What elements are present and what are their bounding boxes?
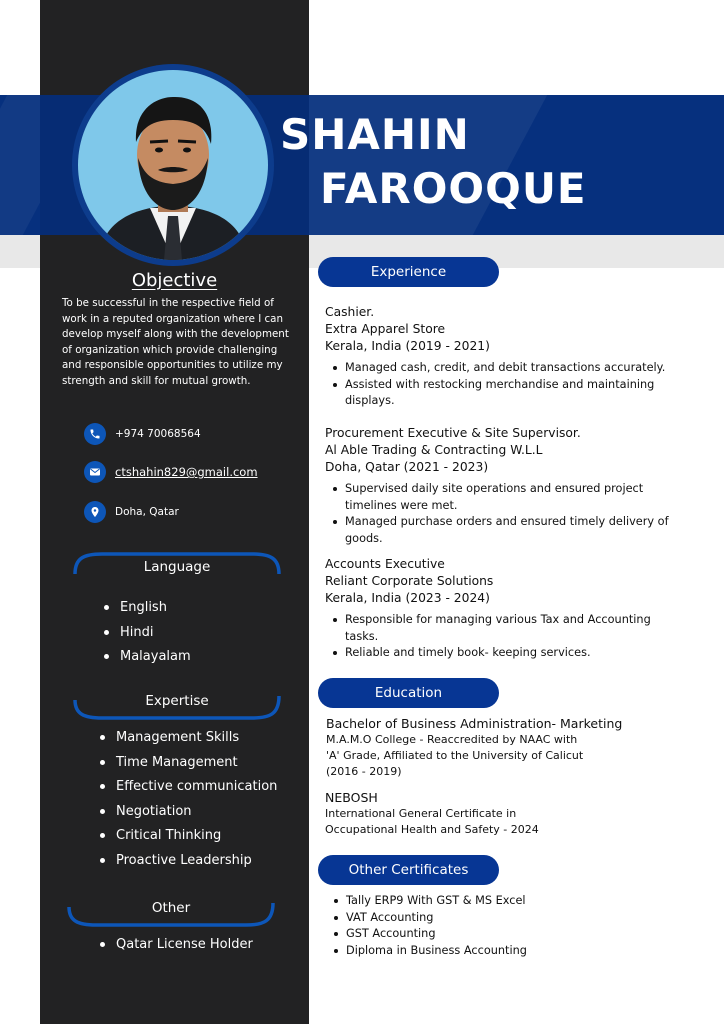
list-item: GST Accounting xyxy=(326,926,656,943)
phone-icon xyxy=(84,423,106,445)
expertise-list xyxy=(100,728,277,875)
location-text: Doha, Qatar xyxy=(115,506,179,518)
nebosh-line: International General Certificate in xyxy=(325,807,517,820)
education-entry xyxy=(326,715,656,780)
list-item: Managed cash, credit, and debit transactions accurately. xyxy=(325,360,685,377)
job-role: Cashier. xyxy=(325,305,375,319)
list-item: VAT Accounting xyxy=(326,910,656,927)
list-item: Reliable and timely book- keeping services. xyxy=(325,645,685,662)
job-entry xyxy=(325,556,685,662)
list-item: Diploma in Business Accounting xyxy=(326,943,656,960)
list-item: Tally ERP9 With GST & MS Excel xyxy=(326,893,656,910)
nebosh-entry xyxy=(325,789,655,838)
job-place: Kerala, India (2023 - 2024) xyxy=(325,591,490,605)
language-heading: Language xyxy=(72,552,282,586)
contact-phone xyxy=(84,422,304,446)
education-heading: Education xyxy=(318,678,499,708)
job-company: Al Able Trading & Contracting W.L.L xyxy=(325,443,543,457)
nebosh-line: Occupational Health and Safety - 2024 xyxy=(325,823,539,836)
list-item: Hindi xyxy=(104,623,191,648)
objective-text: To be successful in the respective field of work in a reputed organization where I can develop myself along with the development of organization which provide challenging and responsible opportunities to utilize my strength and skill for mutual growth. xyxy=(62,297,289,387)
last-name: FAROOQUE xyxy=(320,164,587,213)
certificates-list xyxy=(326,893,656,959)
profile-photo-frame xyxy=(72,64,274,266)
list-item: Time Management xyxy=(100,753,277,778)
list-item: Assisted with restocking merchandise and maintaining displays. xyxy=(325,377,685,410)
email-icon xyxy=(84,461,106,483)
expertise-heading: Expertise xyxy=(72,686,282,720)
contact-location xyxy=(84,500,304,524)
education-years: (2016 - 2019) xyxy=(326,765,402,778)
list-item: Malayalam xyxy=(104,647,191,672)
experience-heading: Experience xyxy=(318,257,499,287)
other-heading: Other xyxy=(66,893,276,927)
degree-title: Bachelor of Business Administration- Marketing xyxy=(326,716,623,731)
contact-email[interactable] xyxy=(84,460,304,484)
list-item: Negotiation xyxy=(100,802,277,827)
list-item: English xyxy=(104,598,191,623)
job-role: Accounts Executive xyxy=(325,557,445,571)
location-pin-icon xyxy=(84,501,106,523)
email-link[interactable]: ctshahin829@gmail.com xyxy=(115,465,258,479)
list-item: Qatar License Holder xyxy=(100,935,253,960)
first-name: SHAHIN xyxy=(280,110,470,159)
job-entry xyxy=(325,425,685,547)
list-item: Effective communication xyxy=(100,777,277,802)
list-item: Critical Thinking xyxy=(100,826,277,851)
list-item: Supervised daily site operations and ensured project timelines were met. xyxy=(325,481,685,514)
certificates-heading: Other Certificates xyxy=(318,855,499,885)
objective-heading: Objective xyxy=(131,270,218,291)
job-role: Procurement Executive & Site Supervisor. xyxy=(325,426,581,440)
job-place: Kerala, India (2019 - 2021) xyxy=(325,339,490,353)
nebosh-title: NEBOSH xyxy=(325,790,378,805)
job-entry xyxy=(325,304,685,410)
job-company: Reliant Corporate Solutions xyxy=(325,574,494,588)
job-company: Extra Apparel Store xyxy=(325,322,446,336)
profile-photo xyxy=(78,70,268,260)
list-item: Responsible for managing various Tax and Accounting tasks. xyxy=(325,612,685,645)
list-item: Management Skills xyxy=(100,728,277,753)
college-line: M.A.M.O College - Reaccredited by NAAC with xyxy=(326,733,578,746)
list-item: Proactive Leadership xyxy=(100,851,277,876)
phone-number: +974 70068564 xyxy=(115,428,201,440)
list-item: Managed purchase orders and ensured timely delivery of goods. xyxy=(325,514,685,547)
college-line: 'A' Grade, Affiliated to the University of Calicut xyxy=(326,749,584,762)
other-list xyxy=(100,935,253,960)
job-place: Doha, Qatar (2021 - 2023) xyxy=(325,460,489,474)
language-list xyxy=(104,598,191,672)
